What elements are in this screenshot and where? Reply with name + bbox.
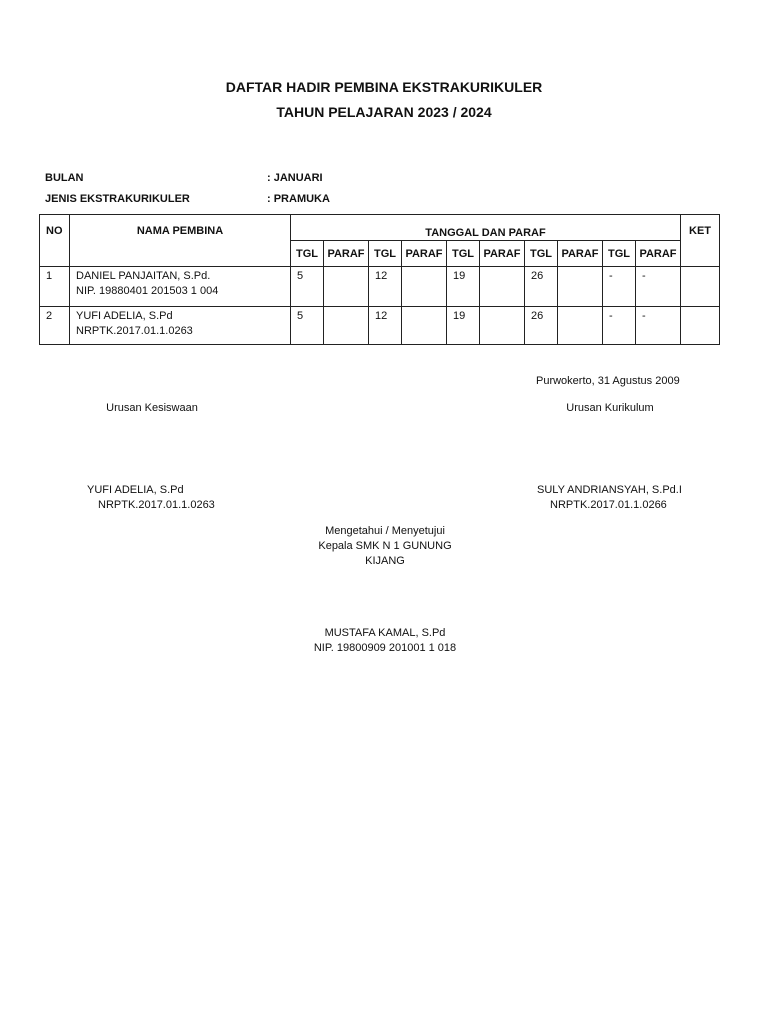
jenis-value: : PRAMUKA <box>267 193 330 205</box>
approval-line-1: Mengetahui / Menyetujui <box>325 525 445 537</box>
paraf-cell <box>324 267 369 307</box>
subheader-paraf: PARAF <box>558 241 603 267</box>
paraf-cell <box>402 267 447 307</box>
left-signatory-name: YUFI ADELIA, S.Pd <box>87 484 184 496</box>
paraf-cell: - <box>636 267 681 307</box>
attendance-table <box>39 214 720 345</box>
tgl-cell: 12 <box>369 307 402 345</box>
subheader-tgl: TGL <box>525 241 558 267</box>
tgl-cell: - <box>603 307 636 345</box>
headmaster-name: MUSTAFA KAMAL, S.Pd <box>324 627 446 639</box>
document-title-line-1: DAFTAR HADIR PEMBINA EKSTRAKURIKULER <box>225 79 543 95</box>
subheader-paraf: PARAF <box>402 241 447 267</box>
paraf-cell: - <box>636 307 681 345</box>
ket-cell <box>681 307 720 345</box>
subheader-tgl: TGL <box>603 241 636 267</box>
pembina-cell <box>70 267 291 307</box>
subheader-paraf: PARAF <box>324 241 369 267</box>
paraf-cell <box>402 307 447 345</box>
row-number: 2 <box>40 307 70 345</box>
pembina-name: YUFI ADELIA, S.Pd <box>76 310 173 322</box>
header-tanggal-paraf: TANGGAL DAN PARAF <box>291 215 681 241</box>
ket-cell <box>681 267 720 307</box>
approval-block <box>285 524 485 569</box>
subheader-paraf: PARAF <box>636 241 681 267</box>
tgl-cell: 19 <box>447 267 480 307</box>
table-row <box>40 267 720 307</box>
paraf-cell <box>480 307 525 345</box>
approval-line-3: KIJANG <box>365 555 405 567</box>
pembina-name: DANIEL PANJAITAN, S.Pd. <box>76 270 211 282</box>
paraf-cell <box>480 267 525 307</box>
pembina-id: NRPTK.2017.01.1.0263 <box>76 325 193 337</box>
bulan-value: : JANUARI <box>267 172 323 184</box>
subheader-tgl: TGL <box>291 241 324 267</box>
pembina-cell <box>70 307 291 345</box>
left-signatory-role: Urusan Kesiswaan <box>106 402 198 414</box>
paraf-cell <box>558 267 603 307</box>
document-title-line-2: TAHUN PELAJARAN 2023 / 2024 <box>276 104 492 120</box>
paraf-cell <box>558 307 603 345</box>
left-signatory-id: NRPTK.2017.01.1.0263 <box>98 499 215 511</box>
place-date: Purwokerto, 31 Agustus 2009 <box>536 375 680 387</box>
header-no: NO <box>40 215 70 267</box>
header-ket: KET <box>681 215 720 267</box>
tgl-cell: 19 <box>447 307 480 345</box>
subheader-tgl: TGL <box>447 241 480 267</box>
tgl-cell: 5 <box>291 267 324 307</box>
headmaster-id: NIP. 19800909 201001 1 018 <box>313 642 457 654</box>
tgl-cell: 12 <box>369 267 402 307</box>
row-number: 1 <box>40 267 70 307</box>
pembina-id: NIP. 19880401 201503 1 004 <box>76 285 219 297</box>
tgl-cell: 5 <box>291 307 324 345</box>
jenis-label: JENIS EKSTRAKURIKULER <box>45 193 190 205</box>
subheader-paraf: PARAF <box>480 241 525 267</box>
right-signatory-id: NRPTK.2017.01.1.0266 <box>550 499 667 511</box>
right-signatory-role: Urusan Kurikulum <box>566 402 654 414</box>
approval-line-2: Kepala SMK N 1 GUNUNG <box>318 540 452 552</box>
subheader-tgl: TGL <box>369 241 402 267</box>
tgl-cell: 26 <box>525 307 558 345</box>
bulan-label: BULAN <box>45 172 84 184</box>
table-row <box>40 307 720 345</box>
tgl-cell: - <box>603 267 636 307</box>
header-nama: NAMA PEMBINA <box>70 215 291 267</box>
right-signatory-name: SULY ANDRIANSYAH, S.Pd.I <box>537 484 682 496</box>
tgl-cell: 26 <box>525 267 558 307</box>
paraf-cell <box>324 307 369 345</box>
headmaster-block <box>265 626 505 656</box>
